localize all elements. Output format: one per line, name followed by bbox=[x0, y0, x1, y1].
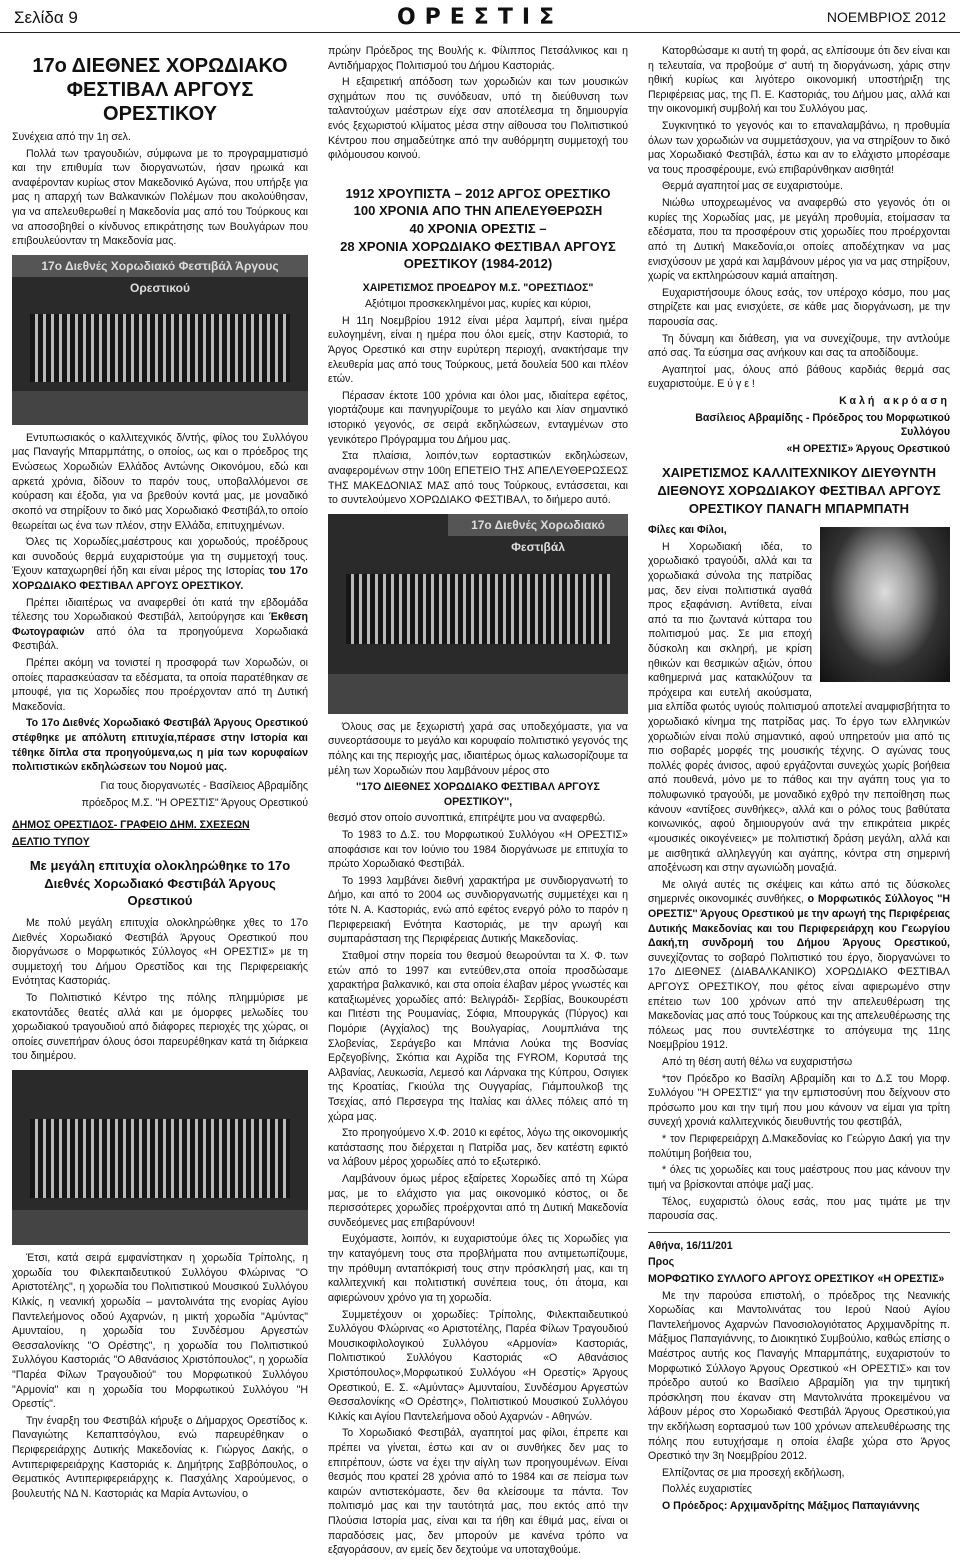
paragraph: Αγαπητοί μας, όλους από βάθους καρδιάς θερμά σας ευχαριστούμε. Ε ύ γ ε ! bbox=[648, 363, 950, 391]
paragraph: Πέρασαν έκτοτε 100 χρόνια και όλοι μας, ιδιαίτερα εφέτος, γιορτάζουμε και πανηγυρίζουμε το μεγάλο και λίαν σημαντικό ιστορικό γεγονός, σε σειρά εκδηλώσεων, ενταγμένων στο γενικότερο Πρόγραμμα του Δήμου μας. bbox=[328, 389, 628, 446]
paragraph: Πολλά των τραγουδιών, σύμφωνα με το προγραμματισμό και την επιθυμία των διοργανωτών, ήσαν ηρωικά και αναφέρονταν κυρίως στον Μακεδονικό Αγώνα, που υπήρξε για μας η απαρχή των Βαλκανικών Πολέμων που ακολούθησαν, για να απελευθερωθεί η Μακεδονία μας από του Τούρκους και να αποσοβηθεί ο κίνδυνος επικράτησης των Βουλγάρων που επιβουλεύονταν τη Μακεδονία μας. bbox=[12, 147, 308, 248]
text: Πρέπει ιδιαιτέρως να αναφερθεί ότι κατά την εβδομάδα τέλεσης του Χορωδιακού Φεστιβάλ, λειτούργησε και bbox=[12, 596, 308, 624]
choir-photo bbox=[12, 255, 308, 425]
section-heading: Με μεγάλη επιτυχία ολοκληρώθηκε το 17ο Διεθνές Χορωδιακό Φεστιβάλ Άργους Ορεστικού bbox=[29, 858, 291, 909]
choir-figures bbox=[30, 314, 291, 382]
letter-recipient: ΜΟΡΦΩΤΙΚΟ ΣΥΛΛΟΓΟ ΑΡΓΟΥΣ ΟΡΕΣΤΙΚΟΥ «Η ΟΡΕΣΤΙΣ» bbox=[648, 1272, 945, 1285]
letter-to: Προς bbox=[648, 1256, 675, 1269]
continued-note: Συνέχεια από την 1η σελ. bbox=[12, 131, 131, 143]
paragraph: Συγκινητικό το γεγονός και το επαναλαμβάνω, η προθυμία όλων των χορωδιών να συμμετάσχουν, για να στηρίξουν το δικό μας Χορωδιακό Φεστιβάλ, έστω και αν το ελάχιστο μπορέσαμε να τους προσφέρουμε, ενώ επιβαρύνθηκαν αισθητά! bbox=[648, 120, 950, 176]
press-header: ΔΗΜΟΣ ΟΡΕΣΤΙΔΟΣ- ΓΡΑΦΕΙΟ ΔΗΜ. ΣΧΕΣΕΩΝ bbox=[12, 819, 250, 832]
signature: Για τους διοργανωτές - Βασίλειος Αβραμίδης bbox=[100, 779, 308, 792]
paragraph: * όλες τις χορωδίες και τους μαέστρους που μας κάνουν την τιμή να βρίσκονται απόψε μαζί μας. bbox=[648, 1164, 950, 1191]
paragraph: Το 1983 το Δ.Σ. του Μορφωτικού Συλλόγου «Η ΟΡΕΣΤΙΣ» αποφάσισε και τον Ιούνιο του 1984 διοργάνωσε με επιτυχία το πρώτο Χορωδιακό Φεστιβάλ. bbox=[328, 829, 628, 871]
heading-line: 1912 ΧΡΟΥΠΙΣΤΑ – 2012 ΑΡΓΟΣ ΟΡΕΣΤΙΚΟ bbox=[345, 185, 611, 201]
paragraph: * τον Περιφερειάρχη Δ.Μακεδονίας κο Γεώργιο Δακή για την πολύτιμη βοήθεια του, bbox=[648, 1133, 950, 1160]
text: συνεχίζοντας το σοβαρό Πολιτιστικό του έργο, διοργανώνει το 17ο ΔΙΕΘΝΕΣ (ΔΙΑΒΑΛΚΑΝΙΚΟ) ΧΟΡΩΔΙΑΚΟ ΦΕΣΤΙΒΑΛ ΑΡΓΟΥΣ ΟΡΕΣΤΙΚΟΥ, που φέτος είναι αφιερωμένο στην επέτειο των 100 χρόνων από την απελευθέρωση της Μακεδονίας μας από τους Τούρκους και της απελευθέρωσης της πόλεως μας που συντελέστηκε το απόγευμα της 11ης Νοεμβρίου 1912. bbox=[648, 951, 950, 1052]
paragraph: Λαμβάνουν όμως μέρος εξαίρετες Χορωδίες από τη Χώρα μας, με το ελάχιστο για μας οικονομικό κόστος, οι δε περισσότερες χορωδίες προέρχονται από τη Δυτική Μακεδονία συνδεόμενες μας επιβαρύνουν! bbox=[328, 1173, 628, 1229]
paragraph: Με πολύ μεγάλη επιτυχία ολοκληρώθηκε χθες το 17ο Διεθνές Χορωδιακό Φεστιβάλ Άργους Ορεστικού που διοργάνωσε ο Μορφωτικός Σύλλογος «Η ΟΡΕΣΤΙΣ» με τη συμμετοχή του Δήμου Ορεστίδος και της Περιφερειακής Ενότητας Καστοριάς. bbox=[12, 916, 308, 988]
signature: «Η ΟΡΕΣΤΙΣ» Άργους Ορεστικού bbox=[786, 442, 950, 455]
paragraph: Ευχαριστήσουμε όλους εσάς, τον υπέροχο κόσμο, που μας στηρίζετε και μας ενισχύετε, σε κάθε μας διοργάνωση, με την παρουσία σας. bbox=[648, 286, 950, 328]
title-line-2: ΦΕΣΤΙΒΑΛ ΑΡΓΟΥΣ ΟΡΕΣΤΙΚΟΥ bbox=[66, 79, 254, 125]
paragraph: Στο προηγούμενο Χ.Φ. 2010 κι εφέτος, λόγω της οικονομικής κατάστασης που διέρχεται η Πατρίδα μας, δεν κατέστη εφικτό να λάβουν μέρος χορωδίες από το εξωτερικό. bbox=[328, 1127, 628, 1169]
paragraph: πρώην Πρόεδρος της Βουλής κ. Φίλιππος Πετσάλνικος και η Αντιδήμαρχος Πολιτισμού του Δήμου Καστοριάς. bbox=[328, 45, 628, 72]
text-bold: ο Μορφωτικός Σύλλογος ''Η ΟΡΕΣΤΙΣ'' Άργους Ορεστικού με την αρωγή της Περιφέρειας Δυτικής Μακεδονίας και του Περιφερειάρχη κου Γεωργίου Δακή,τη συνδρομή του Δήμου Άργους Ορεστικού, bbox=[648, 893, 950, 950]
conductor-portrait bbox=[820, 527, 950, 682]
festival-name: ''17Ο ΔΙΕΘΝΕΣ ΧΟΡΩΔΙΑΚΟ ΦΕΣΤΙΒΑΛ ΑΡΓΟΥΣ ΟΡΕΣΤΙΚΟΥ'', bbox=[356, 781, 600, 808]
stage bbox=[328, 674, 628, 714]
paragraph: *τον Πρόεδρο κο Βασίλη Αβραμίδη και το Δ.Σ του Μορφ. Συλλόγου ''Η ΟΡΕΣΤΙΣ'' για την εμπιστοσύνη που δείχνουν στο πρόσωπο μου και την τιμή που μου κάνουν να είμαι για τρίτη συνεχή χρονιά καλλιτεχνικός διευθυντής του φεστιβάλ, bbox=[648, 1072, 950, 1129]
article-title bbox=[12, 54, 308, 126]
paragraph: Νιώθω υποχρεωμένος να αναφερθώ στο γεγονός ότι οι κυρίες της Χορωδίας μας, με μεγάλη προθυμία, ετοίμασαν τα εδέσματα, που τα προσφέρουν στις χορωδίες που προέρχονται από τη Δυτική Μακεδονία,οι οποίες αποδέχτηκαν να μας ενισχύσουν με χαρά και λαμβάνουν μέρος για να μας στηρίξουν, χωρίς να εκπληρώσουν καμιά απαίτηση. bbox=[648, 197, 950, 283]
heading-line: 28 ΧΡΟΝΙΑ ΧΟΡΩΔΙΑΚΟ ΦΕΣΤΙΒΑΛ ΑΡΓΟΥΣ ΟΡΕΣΤΙΚΟΥ (1984-2012) bbox=[340, 238, 616, 272]
paragraph: Από τη θέση αυτή θέλω να ευχαριστήσω bbox=[662, 1056, 853, 1069]
paragraph: Θερμά αγαπητοί μας σε ευχαριστούμε. bbox=[662, 180, 843, 193]
paragraph: Η 11η Νοεμβρίου 1912 είναι μέρα λαμπρή, είναι ημέρα ευλογημένη, είναι η ημέρα που όλοι εμείς, στην Καστοριά, το Άργος Ορεστικό και στην ευρύτερη περιοχή, ανακτήσαμε την ελευθερία μας από τους Τούρκους, μετά δουλεία 500 και πλέον ετών. bbox=[328, 314, 628, 386]
photo-banner: 17ο Διεθνές Χορωδιακό Φεστιβάλ Άργους Ορεστικού bbox=[12, 255, 308, 277]
paragraph: Σταθμοί στην πορεία του θεσμού θεωρούνται τα Χ. Φ. των ετών από το 1997 και εντεύθεν,στα οποία προσδώσαμε χαρακτήρα βαλκανικό, και στα οποία έλαβαν μέρος γνωστές και καταξιωμένες χορωδίες από: Βελιγράδι- Σερβίας, Βουκουρέστι και Πιτέστι της Ρουμανίας, Σόφια, Μπουργκάς (Πύργος) και Πομόριε (Αγχίαλος) της Βουλγαρίας, Λουμπλιάνα της Σλοβενίας, Σεράγεβο και Μπάνια Λούκα της Βοσνίας Ερζεγοβίνης, Σκόπια και Αχρίδα της FYROM, Κορυτσά της Αλβανίας, Λευκωσία, Λεμεσό και Λάρνακα της Κύπρου, Οσιγιεκ της Κροατίας, Γκιούλα της Ουγγαρίας, Γιάμπουλκοβ της Τσεχίας, από Περσεγρα της Ιταλίας και άλλες πόλεις από τη χώρα μας. bbox=[328, 949, 628, 1123]
paragraph: Πολλές ευχαριστίες bbox=[662, 1483, 752, 1496]
signature: πρόεδρος Μ.Σ. "Η ΟΡΕΣΤΙΣ" Άργους Ορεστικού bbox=[81, 796, 308, 809]
paragraph: Συμμετέχουν οι χορωδίες: Τρίπολης, Φιλεκπαιδευτικού Συλλόγου Φλώρινας «ο Αριστοτέλης, Παρέα Φίλων Τραγουδιού Μουσικοφιλολογικού Συλλόγου «Αρμονία» Καστοριάς, Πολιτιστικού Συλλόγου Καστοριάς «Ο Αθανάσιος Χριστόπουλος»,Μορφωτικού Συλλόγου «Η Ορεστίς» Άργους Ορεστικού, Ε. Σ. «Αμύντας» Αμυνταίου, Συνδέσμου Αργεστών Θεσσαλονίκης «Ο Ορέστης», Πολιτιστικού Μουσικού Συλλόγου Κιλκίς και Αγίου Παντελεήμονα οδού Αχαρνών - Αθηνών. bbox=[328, 1308, 628, 1423]
paragraph: Έτσι, κατά σειρά εμφανίστηκαν η χορωδία Τρίπολης, η χορωδία του Φιλεκπαιδευτικού Συλλόγου Φλώρινας "Ο Αριστοτέλης", η χορωδία του Πολιτιστικού Μουσικού Συλλόγου Κιλκίς, η νεανική χορωδία – μαντολινάτα της ενορίας Αγίου Παντελεήμονος οδού Αχαρνών, η μικτή χορωδία "Αμύντας" Αμυνταίου, η χορωδία του Συνδέσμου Αργεστών Θεσσαλονίκης "Ο Ορέστης", η χορωδία του Πολιτιστικού Συλλόγου Καστοριάς "Ο Αθανάσιος Χριστόπουλος", η χορωδία "Παρέα Φίλων Τραγουδιού" του Μορφωτικού Συλλόγου "Αρμονία" και η χορωδία του Μορφωτικού Συλλόγου "Η Ορεστίς". bbox=[12, 1252, 308, 1411]
greeting-heading: ΧΑΙΡΕΤΙΣΜΟΣ ΠΡΟΕΔΡΟΥ Μ.Σ. "ΟΡΕΣΤΙΔΟΣ" bbox=[362, 281, 594, 294]
conductor-photo bbox=[328, 514, 628, 714]
letter-signature: Ο Πρόεδρος: Αρχιμανδρίτης Μάξιμος Παπαγιάννης bbox=[662, 1500, 920, 1513]
paragraph: Με την παρούσα επιστολή, ο πρόεδρος της Νεανικής Χορωδίας και Μαντολινάτας του Ιερού Ναού Αγίου Παντελεήμονος Αχαρνών Πανοσιολογιότατος Αρχιμανδρίτης π. Μάξιμος Παπαγιάννης, το Διοικητικό Συμβούλιο, καθώς επίσης ο Μαέστρος αυτής κος Παναγής Μπαρμπάτης, ευχαριστούν το Μορφωτικό Σύλλογο Άργους Ορεστικού «Η ΟΡΕΣΤΙΣ» και τον πρόεδρο αυτού κο Βασίλειο Αβραμίδη για την τιμητική πρόσκληση που έκαναν στη Μαντολινάτα προκειμένου να λάβουν μέρος στο Χορωδιακό Φεστιβάλ Άργους Ορεστικού,για την εκδήλωση εορτασμού των 100 χρόνων απελευθέρωσης της πόλης που ευτυχήσαμε η οποία έλαβε χώρα στο Άργος Ορεστικό την 3η Νοεμβρίου 2012. bbox=[648, 1289, 951, 1463]
paragraph: Την έναρξη του Φεστιβάλ κήρυξε ο Δήμαρχος Ορεστίδος κ. Παναγιώτης Κεπαπτσόγλου, ενώ παρευρέθηκαν ο Περιφερειάρχης Δυτικής Μακεδονίας κ. Γιώργος Δακής, ο Αντιπεριφερειάρχης Καστοριάς κ. Δημήτρης Σαββόπουλος, ο Θεματικός Αντιπεριφερειάρχης κ. Πασχάλης Χαρούμενος, ο βουλευτής ΝΔ Ν. Καστοριάς κα Μαρία Αντωνίου, ο bbox=[12, 1414, 308, 1500]
heading-line: 100 ΧΡΟΝΙΑ ΑΠΟ ΤΗΝ ΑΠΕΛΕΥΘΕΡΩΣΗ bbox=[353, 203, 603, 219]
masthead: ΟΡΕΣΤΙΣ bbox=[396, 5, 564, 30]
section-heading: ΧΑΙΡΕΤΙΣΜΟΣ ΚΑΛΛΙΤΕΧΝΙΚΟΥ ΔΙΕΥΘΥΝΤΗ ΔΙΕΘΝΟΥΣ ΧΟΡΩΔΙΑΚΟΥ ΦΕΣΤΙΒΑΛ ΑΡΓΟΥΣ ΟΡΕΣΤΙΚΟΥ ΠΑΝΑΓΗ ΜΠΑΡΜΠΑΤΗ bbox=[657, 465, 941, 516]
stage bbox=[12, 1210, 308, 1245]
stage bbox=[12, 391, 308, 425]
page-header bbox=[0, 0, 960, 33]
text: Όλες τις Χορωδίες,μαέστρους και χορωδούς, προέδρους και συνοδούς θερμά ευχαριστούμε για τη συμμετοχή τους. Έχουν καταχωρηθεί ήδη και είναι μέρος της Ιστορίας bbox=[12, 536, 308, 578]
paragraph: Το Πολιτιστικό Κέντρο της πόλης πλημμύρισε με εκατοντάδες θεατές αλλά και με όμορφες μελωδίες του χορωδιακού τραγουδιού από διάφορες περιοχές της χώρας, οι οποίες συνεπήραν όλους όσοι παρευρέθηκαν κατά τη διάρκεια του διημέρου. bbox=[12, 992, 308, 1063]
heading-line: 40 ΧΡΟΝΙΑ ΟΡΕΣΤΙΣ – bbox=[409, 220, 547, 236]
column-3 bbox=[648, 44, 950, 1516]
text-bold: του 17ο ΧΟΡΩΔΙΑΚΟ ΦΕΣΤΙΒΑΛ ΑΡΓΟΥΣ ΟΡΕΣΤΙΚΟΥ. bbox=[12, 565, 308, 592]
paragraph: θεσμό στον οποίο συνοπτικά, επιτρέψτε μου να αναφερθώ. bbox=[328, 812, 606, 825]
signature: Βασίλειος Αβραμίδης - Πρόεδρος του Μορφωτικού Συλλόγου bbox=[695, 411, 950, 439]
text: Με ολιγά αυτές τις σκέψεις και κάτω από τις δύσκολες σημερινές οικονομικές συνθήκες, bbox=[648, 878, 950, 906]
paragraph: Η Χορωδιακή ιδέα, το χορωδιακό τραγούδι, αλλά και τα χορωδιακά σύνολα της πατρίδας μας, δεν είναι πολιτιστικά αγαθά προς εξαφάνιση. Αντίθετα, είναι από τα πιο ζωντανά κύτταρα του πολιτισμού μας. Σε μια εποχή δύσκολη και σκληρή, με κρίση ηθικών και θεσμικών αξιών, όπου καθημερινά μας κατακλύζουν τα πρόχειρα και ευτελή ακούσματα, μια ελπίδα φωτός υγιούς πολιτισμού αποτελεί αναμφισβήτητα το χορωδιακό κίνημα της πατρίδας μας. Το έργο των ελληνικών χορωδιών είναι πολύ σημαντικό, αφού υπηρετούν μια από τις πιο σοβαρές μορφές της μουσικής τέχνης. Ο αγώνας τους πολλές φορές άνισος, αφού εργάζονται συνεχώς χωρίς βοήθεια από πουθενά, μόνο με το πάθος και την αγάπη τους για το πολυφωνικό τραγούδι, με μοναδικό εχθρό την πεποίθηση πως κάνουν «αντίξοες συνθήκες», αλλά και ο ρόλος τους βαθύτατα κοινωνικός, αφού δημιουργούν ανά την επικράτεια μικρές «μουσικές οικογένειες» με πολιτιστική δράση μεγάλη, αλλά και με αισθητικά αλληλεγγύη και αγάπης, κόντρα στη σημερινή αποξένωση και στην αγωνιώδη μοναξιά. bbox=[648, 540, 950, 875]
letter-box bbox=[648, 1232, 950, 1514]
paragraph: Στα πλαίσια, λοιπόν,των εορταστικών εκδηλώσεων, αναφερομένων στην 100η ΕΠΕΤΕΙΟ ΤΗΣ ΑΠΕΛΕΥΘΕΡΩΣΕΩΣ ΤΗΣ ΜΑΚΕΔΟΝΙΑΣ ΜΑΣ από τους Τούρκους, εντάσσεται, και το συντελούμενο ΧΟΡΩΔΙΑΚΟ ΦΕΣΤΙΒΑΛ, το διήμερο αυτό. bbox=[328, 450, 628, 507]
paragraph: Αξιότιμοι προσκεκλημένοι μας, κυρίες και κύριοι, bbox=[364, 298, 592, 311]
paragraph: Όλους σας με ξεχωριστή χαρά σας υποδεχόμαστε, για να συνεορτάσουμε το μεγάλο και κορυφαίο πολιτιστικό γεγονός της πόλης και της περιοχής μας, ιδιαιτέρως όμως καλωσορίζουμε τα μέλη των Χορωδιών που λαμβάνουν μέρος στο bbox=[328, 720, 628, 777]
press-header: ΔΕΛΤΙΟ ΤΥΠΟΥ bbox=[12, 835, 90, 848]
paragraph: Εντυπωσιακός ο καλλιτεχνικός δ/ντής, φίλος του Συλλόγου μας Παναγής Μπαρμπάτης, ο οποίος, ως και ο πρόεδρος της Ενώσεως Χορωδιών Ελλάδος Αντώνης Οικονόμου, εδώ και αρκετά χρόνια, δίδουν το παρόν τους, υποβαλλόμενοι σε κούραση και έξοδα, για να βρεθούν κοντά μας, με μοναδικό σκοπό να στηρίξουν το δικό μας Χορωδιακό Φεστιβάλ,το οποίο θεωρείται ως ένα των πλέον, στην Ελλάδα, επιτυχημένων. bbox=[12, 431, 308, 532]
choir-figures bbox=[346, 574, 610, 644]
paragraph: Κατορθώσαμε κι αυτή τη φορά, ας ελπίσουμε ότι δεν είναι και η τελευταία, να προβούμε σ' αυτή τη διοργάνωση, χάρις στην ηθική κυρίως και λιγότερο οικονομική υποστήριξη της Περιφέρειας μας, της Π. Ε. Καστοριάς, του Δήμου μας, αλλά και την οικονομική συμβολή και του Συλλόγου μας. bbox=[648, 45, 950, 116]
paragraph: Η εξαιρετική απόδοση των χορωδιών και των μουσικών σχημάτων που τις συνόδευαν, υπό τη διεύθυνση των ταλαντούχων μαέστρων είχε σαν αποτέλεσμα τη δημιουργία ενός ξεχωριστού κλίματος μέσα στην αίθουσα του Πολιτιστικού Κέντρου που σημαδεύτηκε από την αυθόρμητη συμμετοχή του φιλόμουσου κοινού. bbox=[328, 76, 628, 162]
paragraph: Το 1993 λαμβάνει διεθνή χαρακτήρα με συνδιοργανωτή το Δήμο, και από το 2004 ως συνδιοργανωτής συμμετέχει και η τότε Ν. Α. Καστοριάς, ενώ από εφέτος ενεργό ρόλο το παρόν η Περιφερειακή Ενότητα Καστοριάς, με την αρωγή και συμπαράσταση της Περιφέρειας Δυτικής Μακεδονίας. bbox=[328, 874, 628, 946]
anniversary-heading bbox=[328, 185, 628, 273]
text-bold: Έκθεση Φωτογραφιών bbox=[12, 611, 308, 638]
paragraph bbox=[12, 535, 308, 593]
photo-banner: 17ο Διεθνές Χορωδιακό Φεστιβάλ bbox=[448, 514, 628, 536]
choir-figures bbox=[30, 1119, 291, 1198]
paragraph: Πρέπει ακόμη να τονιστεί η προσφορά των Χορωδών, οι οποίες παρασκεύασαν τα εδέσματα, τα οποία παρατέθηκαν σε μπουφέ, για τις Χορωδίες που προέρχονταν από τη Δυτική Μακεδονία. bbox=[12, 657, 308, 713]
page-number: Σελίδα 9 bbox=[14, 8, 78, 27]
paragraph bbox=[12, 596, 308, 654]
column-2 bbox=[328, 44, 628, 1560]
title-line-1: 17ο ΔΙΕΘΝΕΣ ΧΟΡΩΔΙΑΚΟ bbox=[32, 55, 288, 77]
letter-date: Αθήνα, 16/11/201 bbox=[648, 1239, 733, 1252]
paragraph: Το 17ο Διεθνές Χορωδιακό Φεστιβάλ Άργους Ορεστικού στέφθηκε με απόλυτη επιτυχία,πέρασε στην Ιστορία και τέθηκε δίπλα στα προηγούμενα,ως η μία των κορυφαίων πολιτιστικών εκδηλώσεων του Νομού μας. bbox=[12, 717, 308, 774]
concert-photo bbox=[12, 1070, 308, 1245]
salutation: Φίλες και Φίλοι, bbox=[648, 524, 727, 537]
paragraph: Τη δύναμη και διάθεση, για να συνεχίζουμε, την αντλούμε από σας. Τα εύσημα σας ανήκουν και σας τα αποδίδουμε. bbox=[648, 332, 950, 360]
closing-phrase: Καλή ακρόαση bbox=[839, 395, 950, 408]
paragraph bbox=[648, 878, 950, 1053]
text: από όλα τα προηγούμενα Χορωδιακά Φεστιβάλ. bbox=[12, 625, 308, 653]
paragraph: Ελπίζοντας σε μια προσεχή εκδήλωση, bbox=[662, 1466, 845, 1479]
paragraph: Τέλος, ευχαριστώ όλους εσάς, που μας τιμάτε με την παρουσία σας. bbox=[648, 1195, 950, 1223]
paragraph: Ευχόμαστε, λοιπόν, κι ευχαριστούμε όλες τις Χορωδίες για την καταγόμενη τους στα προβλήματα που αντιμετωπίζουμε, την πρόθυμη ανταπόκρισή τους στην πρόσκλησή μας, και τη καλλιτεχνική και πολιτιστική συνέπεια τους, ότι άτομα, και αφιερώνουν χρόνο για τη χορωδία. bbox=[328, 1233, 628, 1304]
column-1 bbox=[12, 44, 308, 1503]
paragraph: Το Χορωδιακό Φεστιβάλ, αγαπητοί μας φίλοι, έπρεπε και πρέπει να γίνεται, έστω και αν οι συνθήκες δεν μας το επιτρέπουν, ώστε να έχει την αίγλη των προηγουμένων. Είναι θεσμός που κρατεί 28 χρόνια από το 1984 και σε πείσμα των καιρών αντιστεκόμαστε, δεν θα κλείσουμε τα πάντα. Τον πολιτισμό μας και την ταυτότητά μας, που εκτός από την Πλούσια Ιστορία μας, είναι και τα ήθη και έθιμά μας, είναι οι παραδόσεις μας, δεν μπορούν με κανένα τρόπο να εξαγοράσουν, αν εμείς δεν δεχτούμε να υποταχθούμε. bbox=[328, 1427, 628, 1557]
issue-date: ΝΟΕΜΒΡΙΟΣ 2012 bbox=[826, 9, 946, 25]
